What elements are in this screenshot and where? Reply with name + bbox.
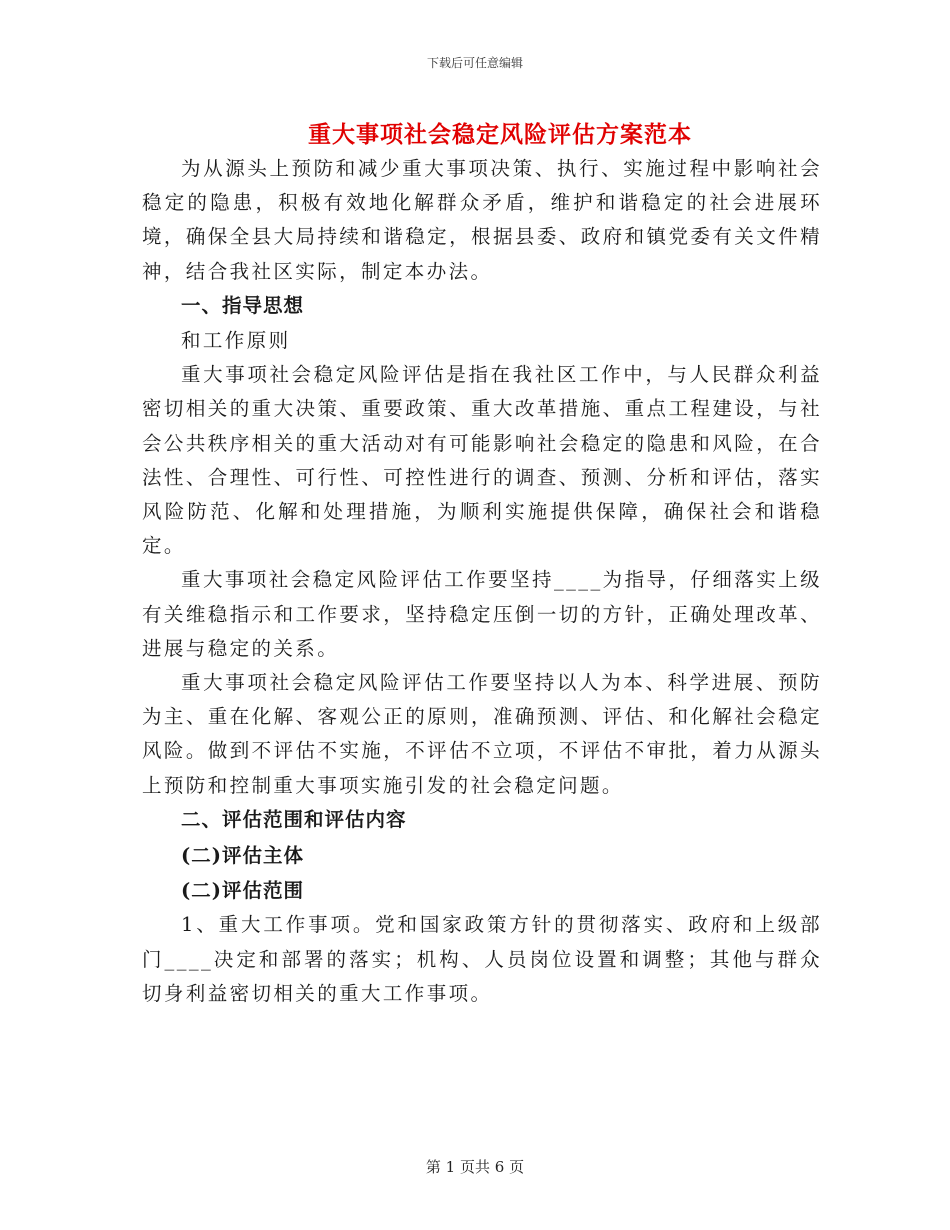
section-heading-scope: 二、评估范围和评估内容	[181, 808, 407, 832]
paragraph-major-work: 1、重大工作事项。党和国家政策方针的贯彻落实、政府和上级部门____决定和部署的落实；机构、人员岗位设置和调整；其他与群众切身利益密切相关的重大工作事项。	[142, 913, 822, 1005]
subsection-heading-subject: (二)评估主体	[181, 843, 304, 867]
paragraph-guidance: 重大事项社会稳定风险评估工作要坚持____为指导，仔细落实上级有关维稳指示和工作要求，坚持稳定压倒一切的方针，正确处理改革、进展与稳定的关系。	[142, 568, 822, 660]
paragraph-intro: 为从源头上预防和减少重大事项决策、执行、实施过程中影响社会稳定的隐患，积极有效地化解群众矛盾，维护和谐稳定的社会进展环境，确保全县大局持续和谐稳定，根据县委、政府和镇党委有关文件精神，结合我社区实际，制定本办法。	[142, 157, 822, 283]
subsection-heading-range: (二)评估范围	[181, 878, 304, 902]
document-title: 重大事项社会稳定风险评估方案范本	[308, 121, 692, 148]
paragraph-definition: 重大事项社会稳定风险评估是指在我社区工作中，与人民群众利益密切相关的重大决策、重要政策、重大改革措施、重点工程建设，与社会公共秩序相关的重大活动对有可能影响社会稳定的隐患和风险，在合法性、合理性、可行性、可控性进行的调查、预测、分析和评估，落实风险防范、化解和处理措施，为顺利实施提供保障，确保社会和谐稳定。	[142, 363, 822, 558]
document-body	[142, 152, 822, 1011]
section-subline-principles: 和工作原则	[181, 329, 291, 353]
header-note: 下载后可任意编辑	[426, 56, 523, 70]
paragraph-principles: 重大事项社会稳定风险评估工作要坚持以人为本、科学进展、预防为主、重在化解、客观公正的原则，准确预测、评估、和化解社会稳定风险。做到不评估不实施，不评估不立项，不评估不审批，着力从源头上预防和控制重大事项实施引发的社会稳定问题。	[142, 671, 822, 797]
page-number: 第 1 页共 6 页	[425, 1158, 525, 1176]
section-heading-guiding-thought: 一、指导思想	[181, 294, 305, 318]
